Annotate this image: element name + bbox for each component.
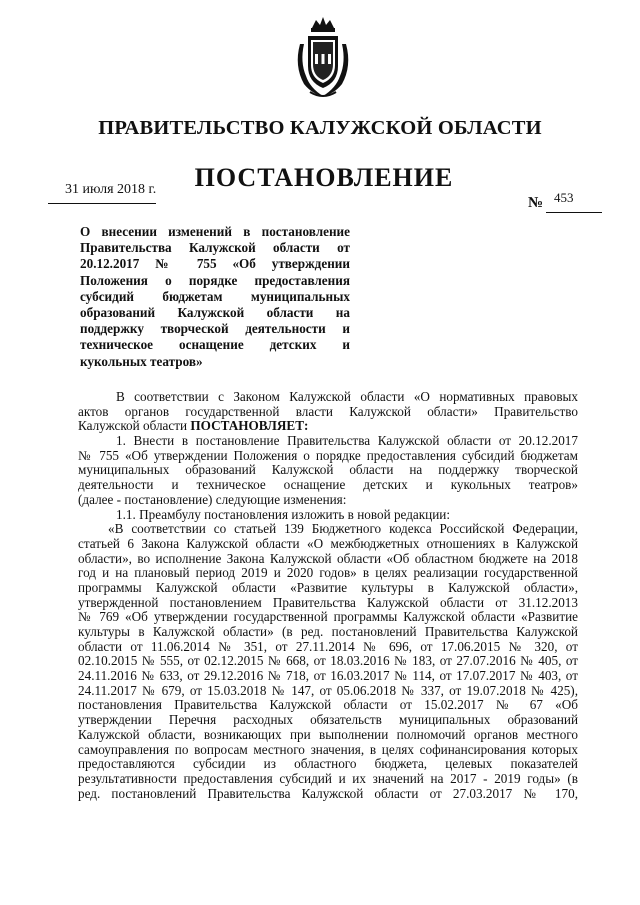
- body-line: культуры в Калужской области» (в ред. постановлений Правительства Калужской: [78, 624, 578, 639]
- body-line: В соответствии с Законом Калужской области «О нормативных правовых: [116, 389, 578, 404]
- subject-line: образований Калужской области на: [80, 304, 350, 320]
- body-line: 1. Внести в постановление Правительства Калужской области от 20.12.2017: [116, 433, 578, 449]
- body-line: результативности предоставления субсидий и их значений на 2017 - 2019 годы» (в: [78, 770, 578, 786]
- body-line: программы Калужской области «Развитие культуры в Калужской области»,: [78, 579, 578, 595]
- body-line: самоуправления по вопросам местного значения, в целях софинансирования которых: [78, 741, 578, 757]
- number-underline: [546, 212, 602, 213]
- document-date: 31 июля 2018 г.: [65, 182, 157, 197]
- body-line: 24.11.2017 № 679, от 15.03.2018 № 147, от 05.06.2018 № 337, от 19.07.2018 № 425),: [78, 682, 578, 698]
- body-line: постановления Правительства Калужской области от 15.02.2017 № 67 «Об: [78, 697, 578, 713]
- body-line: 24.11.2016 № 633, от 29.12.2016 № 718, от 16.03.2017 № 114, от 17.07.2017 № 403, от: [78, 668, 578, 684]
- subject-line: Положения о порядке предоставления: [80, 272, 350, 288]
- document-subject: [80, 224, 350, 370]
- body-line: [78, 419, 578, 434]
- body-line: утверждении Перечня расходных обязательств муниципальных образований: [78, 712, 578, 728]
- body-line: статьей 6 Закона Калужской области «О межбюджетных отношениях в Калужской: [78, 535, 578, 551]
- resolves-keyword: ПОСТАНОВЛЯЕТ:: [190, 418, 309, 434]
- body-line: год и на плановый период 2019 и 2020 годов» в целях реализации государственной: [78, 565, 578, 581]
- subject-line: 20.12.2017 № 755 «Об утверждении: [80, 256, 350, 272]
- subject-line: Правительства Калужской области от: [80, 240, 350, 256]
- subject-line: техническое оснащение детских и: [80, 337, 350, 353]
- document-number: [528, 192, 618, 216]
- subject-line: О внесении изменений в постановление: [80, 224, 350, 239]
- body-line: «В соответствии со статьей 139 Бюджетного кодекса Российской Федерации,: [108, 521, 578, 537]
- body-line: № 755 «Об утверждении Положения о порядке предоставления субсидий бюджетам: [78, 447, 578, 463]
- body-line: предоставляются субсидии из областного бюджета, целевых показателей: [78, 756, 578, 772]
- body-line: 02.10.2015 № 555, от 02.12.2015 № 668, от 18.03.2016 № 183, от 27.07.2016 № 405, от: [78, 653, 578, 669]
- body-line: актов органов государственной власти Калужской области» Правительство: [78, 403, 578, 419]
- body-line: муниципальных образований Калужской области на поддержку творческой: [78, 462, 578, 478]
- body-line: области от 11.06.2014 № 351, от 27.11.2014 № 696, от 17.06.2015 № 320, от: [78, 638, 578, 654]
- body-line: (далее - постановление) следующие изменения:: [78, 491, 347, 507]
- body-text: Калужской области: [78, 418, 191, 434]
- body-line: ред. постановлений Правительства Калужской области от 27.03.2017 № 170,: [78, 785, 578, 801]
- document-type: ПОСТАНОВЛЕНИЕ: [194, 163, 454, 192]
- body-line: области», во исполнение Закона Калужской области «Об областном бюджете на 2018: [78, 550, 578, 566]
- body-line: деятельности и техническое оснащение детских и кукольных театров»: [78, 477, 578, 493]
- body-line: № 769 «Об утверждении государственной программы Калужской области «Развитие: [78, 609, 578, 625]
- subject-line: субсидий бюджетам муниципальных: [80, 288, 350, 304]
- body-line: Калужской области, возникающих при выполнении полномочий органов местного: [78, 726, 578, 742]
- subject-line: поддержку творческой деятельности и: [80, 321, 350, 337]
- number-sign: №: [528, 195, 544, 211]
- coat-of-arms-icon: [290, 14, 356, 100]
- number-value: 453: [554, 190, 574, 205]
- subject-line: кукольных театров»: [80, 353, 203, 369]
- date-underline: [48, 203, 156, 204]
- document-body: [78, 390, 578, 801]
- government-title: ПРАВИТЕЛЬСТВО КАЛУЖСКОЙ ОБЛАСТИ: [98, 117, 542, 139]
- body-line: утвержденной постановлением Правительства Калужской области от 31.12.2013: [78, 594, 578, 610]
- body-line: 1.1. Преамбулу постановления изложить в новой редакции:: [116, 506, 451, 522]
